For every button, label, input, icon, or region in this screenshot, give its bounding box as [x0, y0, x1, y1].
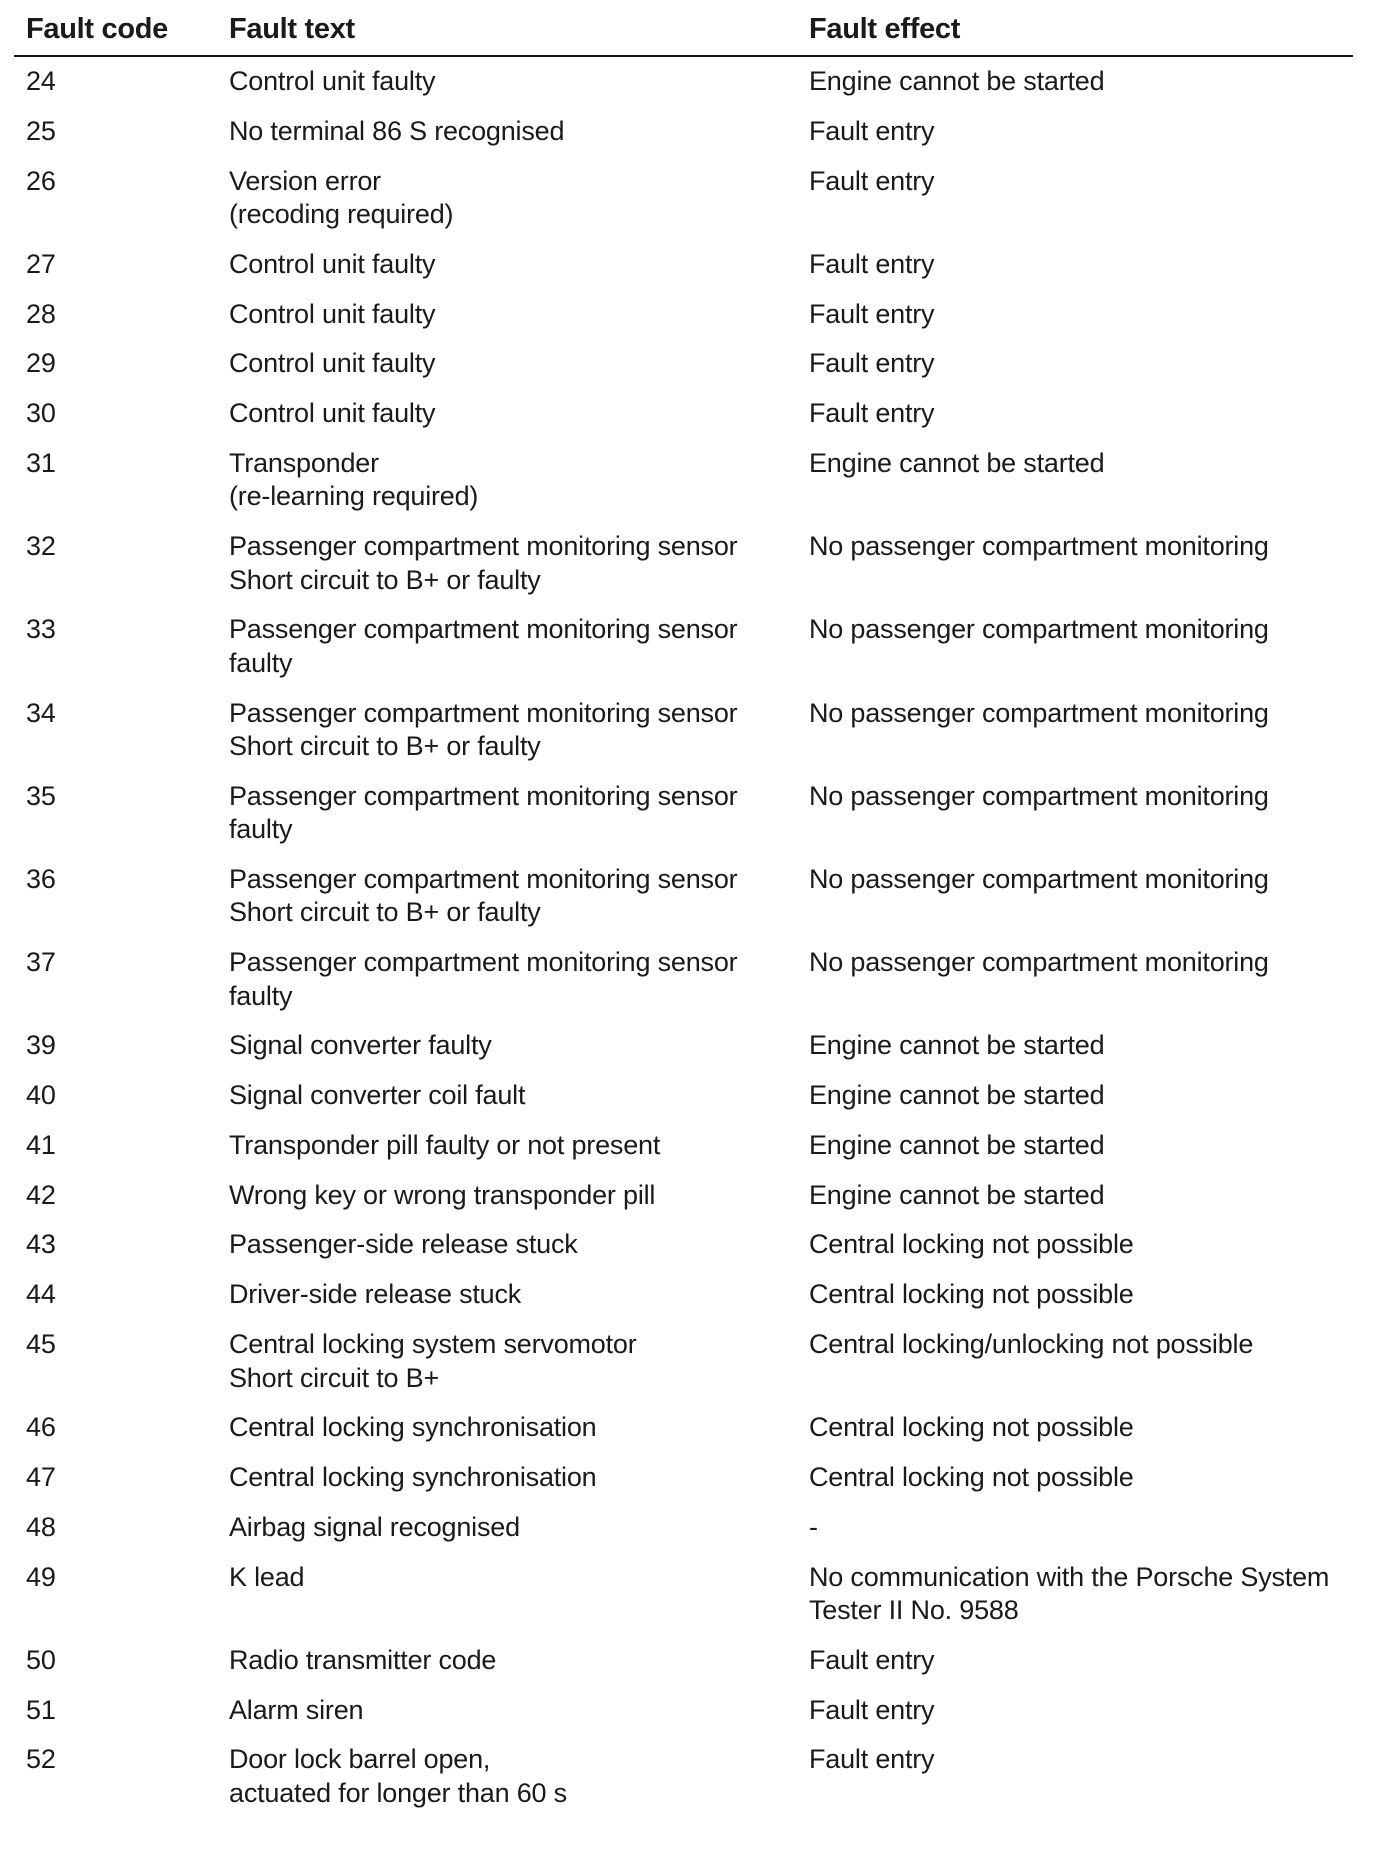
fault-effect-cell — [797, 115, 1353, 165]
fault-text-cell — [217, 1179, 797, 1229]
fault-text-line: Transponder — [229, 447, 379, 478]
fault-effect-cell — [797, 1278, 1353, 1328]
fault-text-cell — [217, 1328, 797, 1411]
fault-effect-line: - — [809, 1511, 818, 1542]
fault-effect-cell — [797, 165, 1353, 248]
fault-code-cell: 36 — [26, 863, 56, 894]
fault-text-line: Central locking system servomotor — [229, 1329, 637, 1360]
fault-code-cell: 28 — [26, 298, 56, 329]
table-row — [14, 347, 1353, 397]
table-row — [14, 946, 1353, 1029]
fault-text-line: Short circuit to B+ or faulty — [229, 897, 541, 928]
fault-text-line: Short circuit to B+ or faulty — [229, 731, 541, 762]
fault-effect-cell — [797, 447, 1353, 530]
table-row — [14, 1179, 1353, 1229]
fault-code-cell: 30 — [26, 398, 56, 429]
fault-effect-line: Engine cannot be started — [809, 1080, 1105, 1111]
fault-text-cell — [217, 1743, 797, 1826]
fault-text-line: Radio transmitter code — [229, 1644, 497, 1675]
fault-text-cell — [217, 863, 797, 946]
fault-text-cell — [217, 780, 797, 863]
fault-text-cell — [217, 1461, 797, 1511]
fault-text-line: (re-learning required) — [229, 481, 479, 512]
fault-effect-cell — [797, 863, 1353, 946]
fault-effect-line: Fault entry — [809, 1644, 935, 1675]
fault-effect-cell — [797, 697, 1353, 780]
fault-text-cell — [217, 1511, 797, 1561]
fault-effect-cell — [797, 1461, 1353, 1511]
fault-text-cell — [217, 347, 797, 397]
fault-effect-line: No passenger compartment monitoring — [809, 863, 1269, 894]
fault-effect-line: Central locking not possible — [809, 1412, 1134, 1443]
fault-effect-cell — [797, 1743, 1353, 1826]
fault-code-cell: 50 — [26, 1644, 56, 1675]
fault-code-cell: 40 — [26, 1080, 56, 1111]
fault-effect-line: Fault entry — [809, 165, 935, 196]
fault-text-line: Passenger compartment monitoring sensor — [229, 614, 738, 645]
table-row — [14, 613, 1353, 696]
table-row — [14, 298, 1353, 348]
fault-effect-line: Central locking not possible — [809, 1229, 1134, 1260]
fault-code-cell: 41 — [26, 1129, 56, 1160]
fault-text-line: Control unit faulty — [229, 66, 436, 96]
fault-text-cell — [217, 1029, 797, 1079]
fault-text-line: Control unit faulty — [229, 398, 436, 429]
fault-effect-cell — [797, 298, 1353, 348]
fault-text-cell — [217, 697, 797, 780]
table-body — [14, 56, 1353, 1827]
fault-text-line: faulty — [229, 814, 293, 845]
fault-text-cell — [217, 56, 797, 115]
fault-text-line: Control unit faulty — [229, 248, 436, 279]
fault-text-cell — [217, 530, 797, 613]
fault-effect-line: Fault entry — [809, 248, 935, 279]
fault-text-cell — [217, 1079, 797, 1129]
fault-text-cell — [217, 1644, 797, 1694]
header-fault-code: Fault code — [14, 6, 217, 56]
table-row — [14, 1278, 1353, 1328]
fault-text-line: Wrong key or wrong transponder pill — [229, 1179, 656, 1210]
fault-text-line: K lead — [229, 1561, 305, 1592]
fault-text-cell — [217, 613, 797, 696]
fault-effect-line: Central locking/unlocking not possible — [809, 1329, 1254, 1360]
fault-effect-line: Engine cannot be started — [809, 1129, 1105, 1160]
fault-code-cell: 32 — [26, 531, 56, 562]
fault-text-cell — [217, 1278, 797, 1328]
fault-effect-line: Engine cannot be started — [809, 1179, 1105, 1210]
fault-effect-cell — [797, 1079, 1353, 1129]
fault-text-cell — [217, 1228, 797, 1278]
fault-text-line: Short circuit to B+ — [229, 1362, 440, 1393]
fault-code-cell: 44 — [26, 1279, 56, 1310]
table-row — [14, 1694, 1353, 1744]
fault-effect-line: Fault entry — [809, 115, 935, 146]
fault-text-cell — [217, 1411, 797, 1461]
table-row — [14, 397, 1353, 447]
fault-text-line: Signal converter faulty — [229, 1030, 492, 1061]
table-row — [14, 115, 1353, 165]
fault-effect-cell — [797, 946, 1353, 1029]
fault-effect-line: Fault entry — [809, 1744, 935, 1775]
fault-text-cell — [217, 248, 797, 298]
fault-effect-cell — [797, 1644, 1353, 1694]
fault-text-line: Signal converter coil fault — [229, 1080, 526, 1111]
fault-text-line: faulty — [229, 980, 293, 1011]
table-row — [14, 1079, 1353, 1129]
fault-code-cell: 31 — [26, 447, 56, 478]
table-row — [14, 1228, 1353, 1278]
header-fault-text: Fault text — [217, 6, 797, 56]
fault-code-cell: 24 — [26, 66, 56, 96]
fault-text-line: Control unit faulty — [229, 348, 436, 379]
table-row — [14, 165, 1353, 248]
fault-code-cell: 29 — [26, 348, 56, 379]
fault-effect-line: Fault entry — [809, 1694, 935, 1725]
fault-code-cell: 37 — [26, 947, 56, 978]
fault-effect-cell — [797, 530, 1353, 613]
table-row — [14, 780, 1353, 863]
fault-text-cell — [217, 1561, 797, 1644]
fault-code-cell: 46 — [26, 1412, 56, 1443]
fault-text-line: Passenger compartment monitoring sensor — [229, 863, 738, 894]
fault-effect-line: Fault entry — [809, 398, 935, 429]
fault-text-line: Control unit faulty — [229, 298, 436, 329]
header-fault-effect: Fault effect — [797, 6, 1353, 56]
fault-effect-line: No passenger compartment monitoring — [809, 780, 1269, 811]
fault-effect-line: Fault entry — [809, 348, 935, 379]
fault-text-line: Airbag signal recognised — [229, 1511, 520, 1542]
table-row — [14, 1743, 1353, 1826]
fault-code-cell: 42 — [26, 1179, 56, 1210]
fault-text-line: Passenger compartment monitoring sensor — [229, 531, 738, 562]
fault-code-cell: 39 — [26, 1030, 56, 1061]
fault-text-line: Passenger compartment monitoring sensor — [229, 697, 738, 728]
fault-effect-cell — [797, 1511, 1353, 1561]
fault-text-line: actuated for longer than 60 s — [229, 1777, 567, 1808]
fault-code-cell: 51 — [26, 1694, 56, 1725]
fault-effect-line: Engine cannot be started — [809, 66, 1105, 96]
fault-text-line: Central locking synchronisation — [229, 1412, 597, 1443]
fault-effect-line: No passenger compartment monitoring — [809, 947, 1269, 978]
table-row — [14, 1561, 1353, 1644]
fault-effect-cell — [797, 780, 1353, 863]
fault-code-cell: 47 — [26, 1462, 56, 1493]
table-row — [14, 447, 1353, 530]
fault-effect-cell — [797, 397, 1353, 447]
fault-effect-line: Fault entry — [809, 298, 935, 329]
fault-effect-cell — [797, 56, 1353, 115]
fault-text-line: Alarm siren — [229, 1694, 364, 1725]
fault-code-cell: 35 — [26, 780, 56, 811]
table-row — [14, 1129, 1353, 1179]
fault-effect-cell — [797, 1129, 1353, 1179]
fault-effect-cell — [797, 1694, 1353, 1744]
fault-code-cell: 45 — [26, 1329, 56, 1360]
fault-code-cell: 49 — [26, 1561, 56, 1592]
table-row — [14, 863, 1353, 946]
fault-effect-cell — [797, 347, 1353, 397]
fault-text-line: Central locking synchronisation — [229, 1462, 597, 1493]
fault-effect-line: Engine cannot be started — [809, 1030, 1105, 1061]
table-row — [14, 1461, 1353, 1511]
fault-text-line: Passenger compartment monitoring sensor — [229, 947, 738, 978]
table-row — [14, 248, 1353, 298]
fault-effect-cell — [797, 613, 1353, 696]
fault-code-table — [14, 6, 1353, 1827]
fault-effect-cell — [797, 1328, 1353, 1411]
fault-text-cell — [217, 397, 797, 447]
table-row — [14, 1411, 1353, 1461]
fault-effect-line: Central locking not possible — [809, 1462, 1134, 1493]
fault-code-cell: 48 — [26, 1511, 56, 1542]
fault-effect-cell — [797, 1029, 1353, 1079]
fault-effect-line: Central locking not possible — [809, 1279, 1134, 1310]
fault-effect-line: No passenger compartment monitoring — [809, 697, 1269, 728]
fault-text-line: Door lock barrel open, — [229, 1744, 491, 1775]
fault-code-cell: 33 — [26, 614, 56, 645]
fault-code-cell: 25 — [26, 115, 56, 146]
table-row — [14, 697, 1353, 780]
fault-text-line: Transponder pill faulty or not present — [229, 1129, 661, 1160]
fault-text-line: No terminal 86 S recognised — [229, 115, 565, 146]
fault-text-cell — [217, 447, 797, 530]
table-row — [14, 530, 1353, 613]
fault-text-line: Passenger compartment monitoring sensor — [229, 780, 738, 811]
fault-code-cell: 26 — [26, 165, 56, 196]
fault-effect-line: No passenger compartment monitoring — [809, 614, 1269, 645]
fault-text-line: Version error — [229, 165, 381, 196]
table-row — [14, 1644, 1353, 1694]
table-header — [14, 6, 1353, 56]
fault-effect-line: No passenger compartment monitoring — [809, 531, 1269, 562]
table-row — [14, 56, 1353, 115]
header-row — [14, 6, 1353, 56]
fault-effect-line: No communication with the Porsche System — [809, 1561, 1330, 1592]
fault-code-cell: 34 — [26, 697, 56, 728]
fault-text-line: (recoding required) — [229, 199, 454, 230]
fault-text-line: Short circuit to B+ or faulty — [229, 564, 541, 595]
fault-code-cell: 52 — [26, 1744, 56, 1775]
fault-text-line: Driver-side release stuck — [229, 1279, 522, 1310]
fault-text-cell — [217, 946, 797, 1029]
table-row — [14, 1328, 1353, 1411]
fault-effect-line: Engine cannot be started — [809, 447, 1105, 478]
fault-text-cell — [217, 1694, 797, 1744]
table-row — [14, 1029, 1353, 1079]
fault-text-cell — [217, 298, 797, 348]
fault-text-cell — [217, 1129, 797, 1179]
fault-code-cell: 43 — [26, 1229, 56, 1260]
fault-text-line: faulty — [229, 647, 293, 678]
fault-code-cell: 27 — [26, 248, 56, 279]
fault-text-line: Passenger-side release stuck — [229, 1229, 578, 1260]
fault-effect-cell — [797, 248, 1353, 298]
fault-effect-cell — [797, 1228, 1353, 1278]
fault-effect-cell — [797, 1561, 1353, 1644]
table-row — [14, 1511, 1353, 1561]
fault-effect-cell — [797, 1179, 1353, 1229]
fault-effect-cell — [797, 1411, 1353, 1461]
fault-text-cell — [217, 165, 797, 248]
fault-text-cell — [217, 115, 797, 165]
fault-effect-line: Tester II No. 9588 — [809, 1595, 1019, 1626]
